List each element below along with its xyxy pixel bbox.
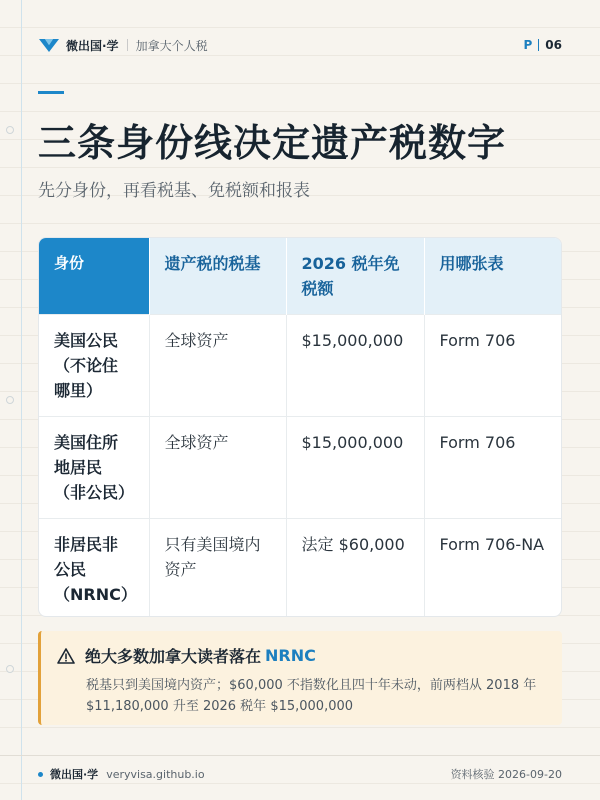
page-title: 三条身份线决定遗产税数字	[38, 121, 507, 165]
binder-hole	[6, 126, 14, 134]
header-divider	[127, 39, 128, 51]
column-header: 遗产税的税基	[149, 238, 286, 315]
table-header-row	[39, 238, 562, 315]
form-cell: Form 706	[424, 315, 562, 417]
identity-cell: 美国公民（不论住哪里）	[39, 315, 149, 417]
page-indicator-divider	[538, 39, 539, 51]
form-cell: Form 706	[424, 417, 562, 519]
tax-base-cell: 全球资产	[149, 417, 286, 519]
page-indicator	[524, 38, 563, 52]
column-header: 用哪张表	[424, 238, 562, 315]
exemption-cell: $15,000,000	[286, 315, 424, 417]
table-row	[39, 417, 562, 519]
column-header: 身份	[39, 238, 149, 315]
table-row	[39, 519, 562, 618]
notebook-margin-line	[21, 0, 22, 800]
warning-icon	[57, 647, 75, 665]
callout-title: 绝大多数加拿大读者落在	[85, 647, 262, 666]
warning-callout	[38, 631, 562, 725]
identity-table-card	[38, 237, 562, 617]
brand-logo-icon	[38, 37, 60, 53]
page-subtitle: 先分身份，再看税基、免税额和报表	[38, 181, 310, 201]
form-cell: Form 706-NA	[424, 519, 562, 618]
column-header: 2026 税年免税额	[286, 238, 424, 315]
brand-name: 微出国·学	[66, 38, 119, 53]
binder-hole	[6, 665, 14, 673]
page-prefix: P	[523, 38, 533, 52]
exemption-cell: $15,000,000	[286, 417, 424, 519]
tax-base-cell: 全球资产	[149, 315, 286, 417]
identity-cell: 美国住所地居民（非公民）	[39, 417, 149, 519]
tax-base-cell: 只有美国境内资产	[149, 519, 286, 618]
page-header	[38, 34, 562, 56]
callout-heading	[57, 644, 546, 667]
series-name: 加拿大个人税	[135, 38, 208, 53]
footer-site-link[interactable]: veryvisa.github.io	[106, 767, 205, 781]
footer-brand: 微出国·学	[50, 768, 99, 781]
footer-verification-note: 资料核验 2026-09-20	[450, 768, 562, 781]
table-row	[39, 315, 562, 417]
callout-body: 税基只到美国境内资产；$60,000 不指数化且四十年未动，前两档从 2018 年 $11,180,000 升至 2026 税年 $15,000,000	[86, 678, 537, 714]
identity-cell: 非居民非公民（NRNC）	[39, 519, 149, 618]
footer-divider	[0, 755, 600, 756]
identity-table	[39, 238, 562, 617]
binder-hole	[6, 396, 14, 404]
callout-highlight: NRNC	[265, 646, 316, 665]
title-accent-bar	[38, 91, 64, 94]
footer-dot-icon	[38, 772, 43, 777]
exemption-cell: 法定 $60,000	[286, 519, 424, 618]
page-number: 06	[545, 38, 562, 52]
page-footer	[38, 764, 562, 784]
